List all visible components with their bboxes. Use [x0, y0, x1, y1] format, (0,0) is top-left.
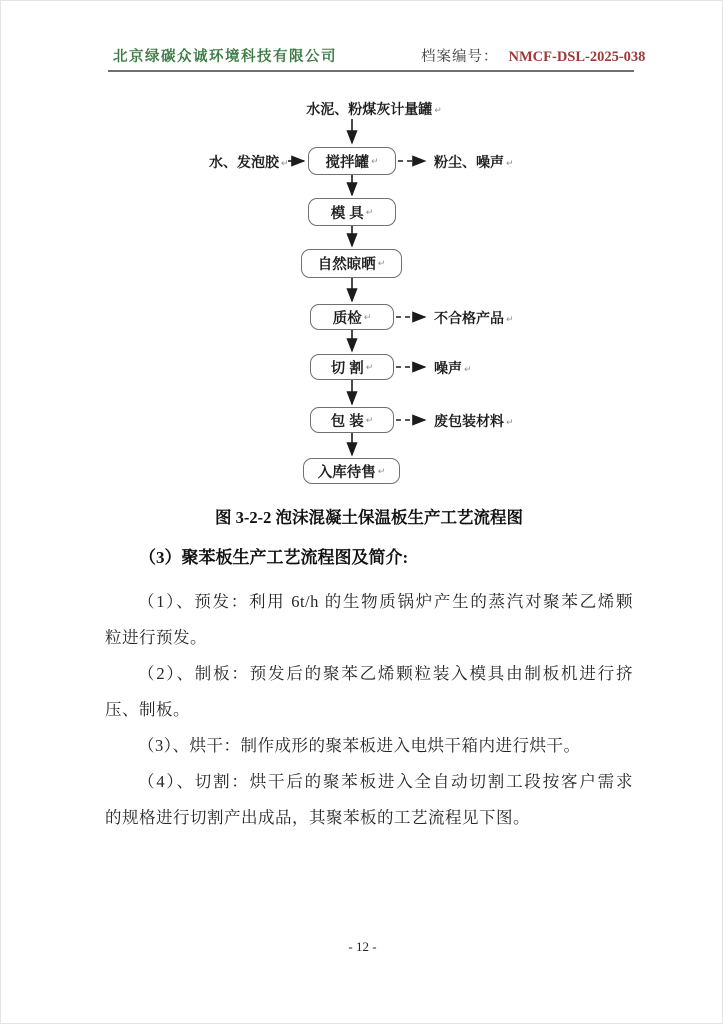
flow-node-quality-inspection: 质检 ↵: [310, 304, 394, 330]
paragraph-1-line-1: （1）、预发：利用 6t/h 的生物质锅炉产生的蒸汽对聚苯乙烯颗: [138, 592, 633, 611]
return-mark-icon: ↵: [281, 158, 289, 168]
return-mark-icon: ↵: [365, 206, 374, 217]
return-mark-icon: ↵: [377, 258, 386, 268]
return-mark-icon: ↵: [506, 417, 514, 427]
section-heading: （3）聚苯板生产工艺流程图及简介:: [139, 548, 409, 567]
paragraph-3-line-1: （3）、烘干：制作成形的聚苯板进入电烘干箱内进行烘干。: [138, 736, 581, 755]
archive-number: NMCF-DSL-2025-038: [508, 49, 646, 65]
return-mark-icon: ↵: [464, 364, 472, 374]
return-mark-icon: ↵: [506, 314, 514, 324]
page-number: - 12 -: [348, 939, 377, 954]
return-mark-icon: ↵: [365, 414, 374, 425]
process-flowchart: [1, 91, 723, 491]
header-rule: [108, 70, 634, 72]
flow-output-rejected-products: 不合格产品 ↵: [434, 310, 514, 326]
paragraph-4-line-1: （4）、切割：烘干后的聚苯板进入全自动切割工段按客户需求: [138, 772, 633, 791]
flow-node-storage-for-sale: 入库待售 ↵: [303, 458, 400, 484]
flow-input-water-foam: 水、发泡胶 ↵: [209, 154, 289, 170]
flow-node-mixing-tank: 搅拌罐 ↵: [308, 147, 396, 175]
return-mark-icon: ↵: [506, 158, 514, 168]
flow-node-packing: 包 装 ↵: [310, 407, 394, 433]
flow-output-waste-packaging: 废包装材料 ↵: [434, 413, 514, 429]
company-name: 北京绿碳众诚环境科技有限公司: [113, 49, 337, 65]
archive-number-block: [421, 45, 645, 66]
flow-input-metering-tank: 水泥、粉煤灰计量罐 ↵: [306, 101, 442, 117]
return-mark-icon: ↵: [365, 361, 374, 372]
flow-output-dust-noise: 粉尘、噪声 ↵: [434, 154, 514, 170]
return-mark-icon: ↵: [434, 105, 442, 115]
flow-output-noise: 噪声 ↵: [434, 360, 472, 376]
flow-node-mold: 模 具 ↵: [308, 198, 396, 226]
paragraph-4-line-2: 的规格进行切割产出成品，其聚苯板的工艺流程见下图。: [105, 808, 530, 827]
figure-caption: 图 3-2-2 泡沫混凝土保温板生产工艺流程图: [215, 508, 523, 527]
return-mark-icon: ↵: [377, 465, 386, 476]
archive-label: 档案编号：: [421, 49, 499, 65]
body-text: [105, 541, 633, 836]
flow-node-natural-drying: 自然晾晒 ↵: [301, 249, 402, 278]
paragraph-2-line-1: （2）、制板：预发后的聚苯乙烯颗粒装入模具由制板机进行挤: [138, 664, 633, 683]
paragraph-1-line-2: 粒进行预发。: [105, 628, 207, 647]
flow-node-cutting: 切 割 ↵: [310, 354, 394, 380]
return-mark-icon: ↵: [370, 155, 379, 166]
paragraph-2-line-2: 压、制板。: [105, 700, 190, 719]
return-mark-icon: ↵: [363, 311, 372, 322]
